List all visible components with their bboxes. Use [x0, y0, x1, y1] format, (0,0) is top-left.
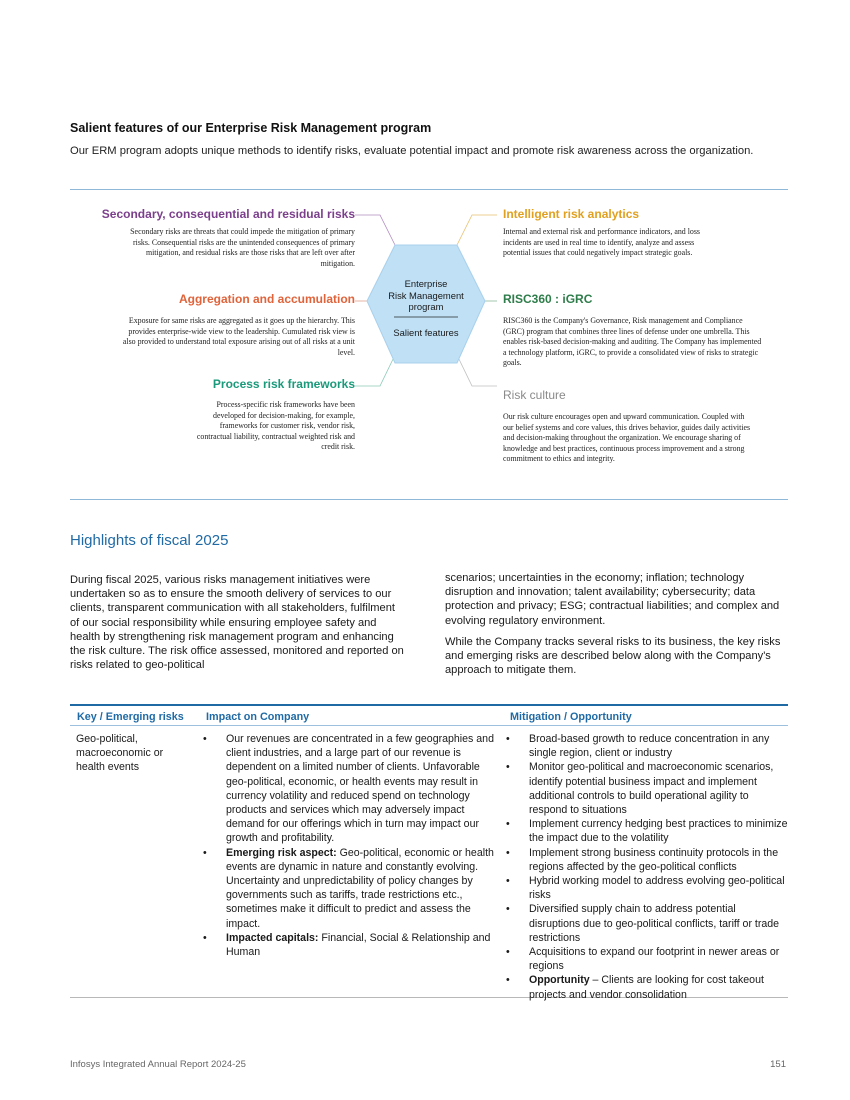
mitigation-item: • Diversified supply chain to address potential disruptions due to geo-political conflicts, tariff or trade restrictions — [503, 902, 788, 945]
highlights-column-2 — [445, 571, 788, 684]
connector-risk-culture — [457, 355, 497, 386]
highlights-paragraph-2: scenarios; uncertainties in the economy; inflation; technology disruption and innovation; talent availability; cybersecurity; data protection and privacy; ESG; contractual liabilities; and complex and evolving regulatory environment. — [445, 572, 780, 627]
mitigation-item — [503, 973, 788, 1001]
impact-item-3-label: Impacted capitals: — [226, 931, 319, 944]
impact-item-2-label: Emerging risk aspect: — [226, 846, 337, 859]
connector-process-frameworks — [355, 355, 395, 386]
feature-title-secondary-risks: Secondary, consequential and residual risks — [101, 207, 355, 221]
feature-text-aggregation: Exposure for same risks are aggregated as it goes up the hierarchy. This provides enterprise-wide view to the leadership. Cumulated risk view is also provided to understand total exposure arising out of all risks at a unit level. — [122, 316, 355, 357]
cell-mitigation — [503, 732, 788, 1002]
impact-item-1-text: Our revenues are concentrated in a few geographies and client industries, and a large part of our revenue is dependent on a limited number of clients. Unfavorable geo-political, economic, or health events may result in currency volatility and reduced spend on technology products and services which may adversely impact demand for our offerings which in turn may impact our growth and profitability. — [226, 733, 494, 845]
feature-text-risc360: RISC360 is the Company's Governance, Risk management and Compliance (GRC) program that combines three lines of defense under one umbrella. This enables risk-based decision-making and auditing. The Company has implemented a technology platform, iGRC, to provide a consolidated view of risks to strategic goals. — [503, 316, 762, 368]
header-mitigation: Mitigation / Opportunity — [510, 711, 632, 723]
salient-features-intro: Our ERM program adopts unique methods to identify risks, evaluate potential impact and promote risk awareness across the organization. — [70, 145, 754, 157]
divider-top — [70, 189, 788, 190]
cell-impact — [200, 732, 500, 959]
highlights-title: Highlights of fiscal 2025 — [70, 532, 229, 549]
table-row — [70, 726, 788, 1001]
connector-risk-analytics — [457, 215, 497, 245]
highlights-paragraph-3: While the Company tracks several risks to its business, the key risks and emerging risks are described below along with the Company's approach to mitigate them. — [445, 635, 781, 677]
feature-title-aggregation: Aggregation and accumulation — [178, 292, 355, 306]
table-header-row — [70, 706, 788, 726]
highlights-column-1 — [70, 573, 405, 679]
feature-text-risk-analytics: Internal and external risk and performance indicators, and loss incidents are used in real time to identify, analyze and assess potential issues that could negatively impact strategic goals. — [503, 227, 700, 258]
feature-title-risk-culture: Risk culture — [503, 388, 566, 402]
mitigation-item: • Broad-based growth to reduce concentration in any single region, client or industry — [503, 732, 788, 760]
feature-title-risk-analytics: Intelligent risk analytics — [503, 207, 640, 221]
header-impact: Impact on Company — [206, 711, 310, 723]
impact-item-3-text: Financial, Social & Relationship and Human — [226, 931, 491, 959]
feature-text-process-frameworks: Process-specific risk frameworks have been developed for decision-making, for example, frameworks for customer risk, vendor risk, contractual liability, contractual weighted risk and credit risk. — [196, 400, 355, 452]
mitigation-opportunity-text: – Clients are looking for cost takeout projects and vendor consolidation — [529, 974, 764, 1001]
header-key-risks: Key / Emerging risks — [77, 711, 184, 723]
hexagon-subtitle: Salient features — [393, 327, 459, 338]
page-number: 151 — [770, 1059, 786, 1070]
cell-risk-name: Geo-political, macroeconomic or health events — [76, 733, 164, 774]
mitigation-item: • Monitor geo-political and macroeconomic scenarios, identify potential business impact and implement additional controls to build operational agility to respond to situations — [503, 760, 788, 817]
feature-text-risk-culture: Our risk culture encourages open and upward communication. Coupled with our belief systems and core values, this drives behavior, guides daily activities and decision-making throughout the organization. We encourage sharing of knowledge and best practices, continuous process improvement and a strong commitment to ethics and integrity. — [503, 412, 751, 464]
impact-item — [200, 732, 500, 846]
hexagon-title-line2: Risk Management — [388, 289, 464, 301]
mitigation-item: • Implement strong business continuity protocols in the regions affected by the geo-political conflicts — [503, 846, 788, 874]
salient-features-title: Salient features of our Enterprise Risk Management program — [70, 121, 432, 135]
divider-bottom — [70, 499, 788, 500]
feature-title-risc360: RISC360 : iGRC — [503, 292, 593, 306]
mitigation-opportunity-label: Opportunity — [529, 974, 590, 987]
mitigation-item: • Hybrid working model to address evolving geo-political risks — [503, 874, 788, 902]
connector-secondary-risks — [355, 215, 395, 245]
impact-item — [200, 846, 500, 931]
mitigation-item: • Implement currency hedging best practices to minimize the impact due to the volatility — [503, 817, 788, 845]
hexagon-title-line1: Enterprise — [404, 278, 448, 289]
feature-text-secondary-risks: Secondary risks are threats that could impede the mitigation of primary risks. Consequential risks are the unintended consequences of primary mitigation, and residual risks are those risks that are left over after mitigation. — [130, 227, 355, 268]
hexagon-title — [371, 278, 481, 313]
highlights-paragraph-1: During fiscal 2025, various risks management initiatives were undertaken so as to ensure the smooth delivery of services to our clients, transparent communication with all stakeholders, fulfilment of our social responsibility while ensuring employee safety and health by strengthening risk management program and enhancing the risk culture. The risk office assessed, monitored and reported on risks related to geo-political — [70, 574, 404, 672]
impact-item — [200, 931, 500, 959]
impact-item-2-text: Geo-political, economic or health events are dynamic in nature and constantly evolving. Uncertainty and unpredictability of policy changes by governments such as tariffs, trade restrictions etc., sometimes make it difficult to predict and assess the impact. — [226, 846, 494, 930]
mitigation-item: • Acquisitions to expand our footprint in newer areas or regions — [503, 945, 788, 973]
hexagon-title-line3: program — [408, 301, 444, 312]
footer-report-title: Infosys Integrated Annual Report 2024-25 — [70, 1059, 246, 1070]
risk-table — [70, 704, 788, 1001]
feature-title-process-frameworks: Process risk frameworks — [212, 377, 355, 391]
